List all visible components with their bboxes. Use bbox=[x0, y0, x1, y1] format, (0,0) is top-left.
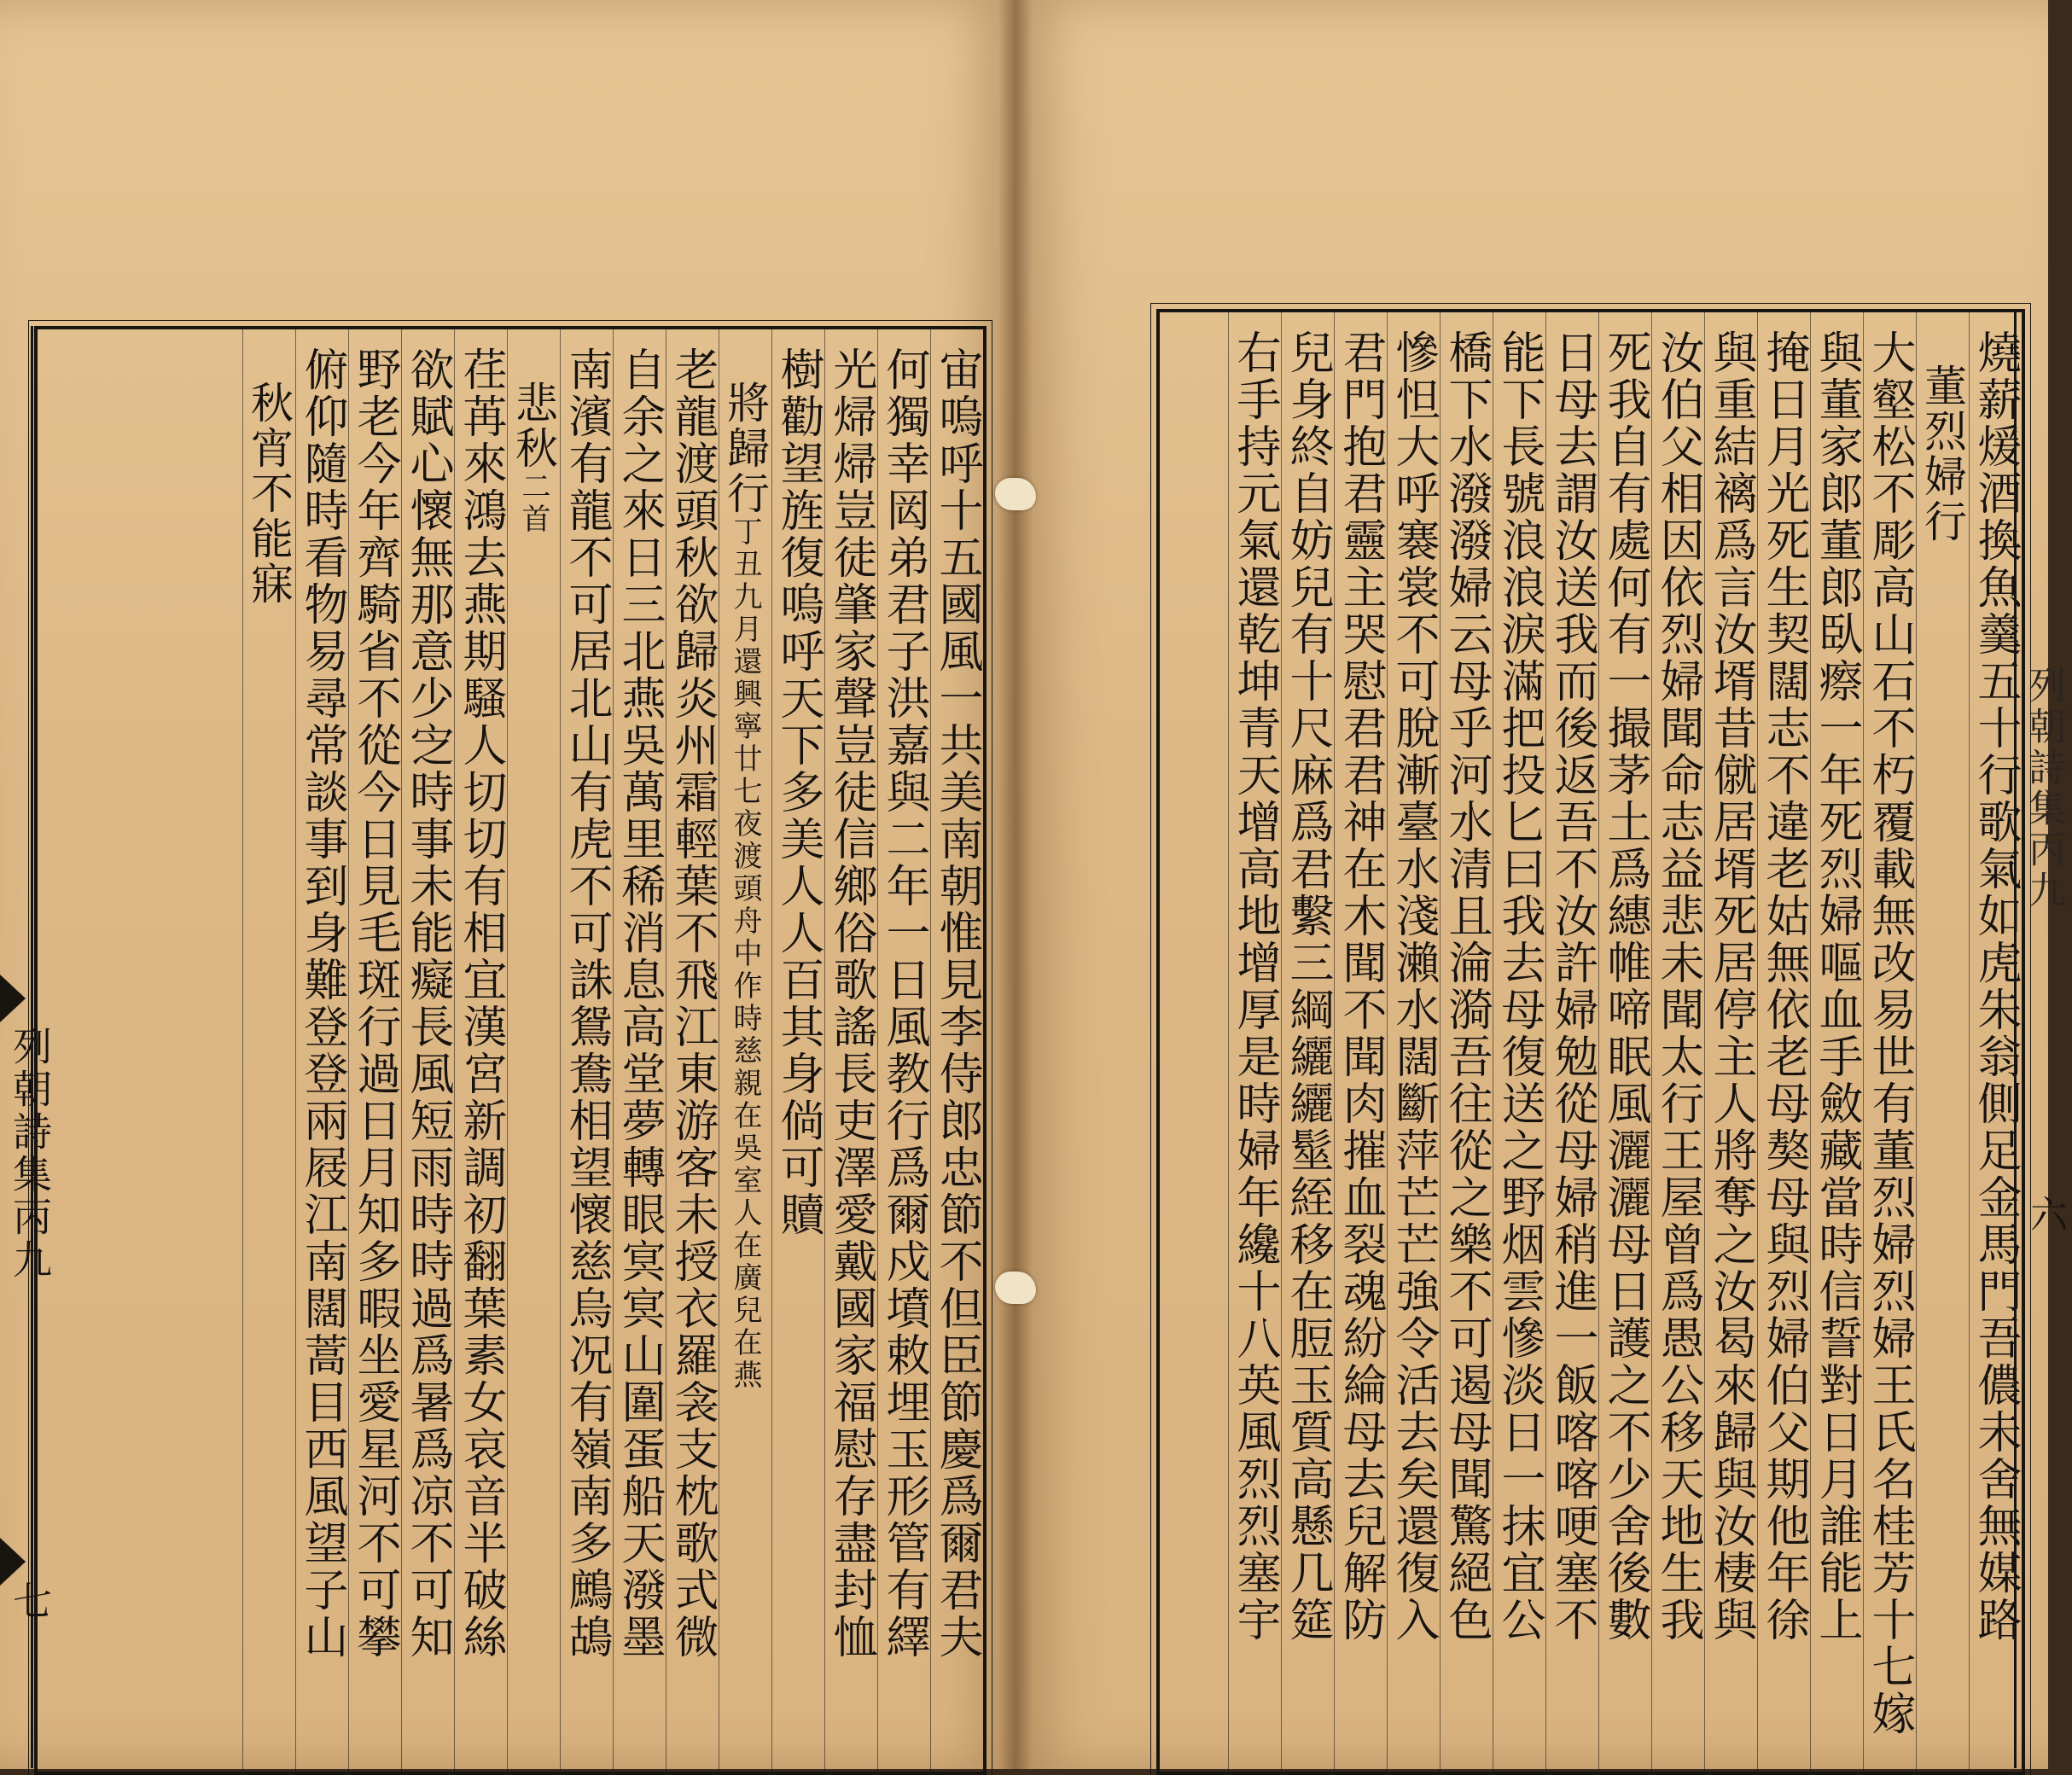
edge-page-number: 六 bbox=[2023, 1195, 2067, 1232]
binding-stitch-bottom bbox=[995, 1272, 1036, 1304]
poem-title: 悲秋 bbox=[509, 381, 558, 471]
text-column bbox=[877, 329, 930, 1772]
column-text: 君門抱君靈主哭慰君君神在木聞不聞肉摧血裂魂紛綸母去兒解防 bbox=[1335, 329, 1386, 1644]
text-column bbox=[1598, 312, 1651, 1772]
column-text: 與董家郎董郎臥瘵一年死烈婦嘔血手斂藏當時信誓對日月誰能上 bbox=[1811, 329, 1862, 1644]
right-text-columns bbox=[1228, 312, 2022, 1772]
poem-title: 將歸行 bbox=[720, 381, 770, 516]
column-text: 死我自有處何有一撮茅土爲繐帷啼眠風灑灑母日護之不少舍後數 bbox=[1599, 329, 1650, 1644]
column-text: 汝伯父相因依烈婦聞命志益悲未聞太行王屋曾爲愚公移天地生我 bbox=[1652, 329, 1703, 1644]
text-column bbox=[930, 329, 983, 1772]
column-text: 右手持元氣還乾坤青天增高地增厚是時婦年纔十八英風烈烈塞宇 bbox=[1229, 329, 1280, 1644]
left-page bbox=[0, 0, 1016, 1769]
column-text: 日母去謂汝送我而後返吾不汝許婦勉從母婦稍進一飯喀喀哽塞不 bbox=[1546, 329, 1598, 1644]
column-text: 樹勸望旌復嗚呼天下多美人人百其身倘可贖 bbox=[772, 346, 824, 1238]
column-text: 南濱有龍不可居北山有虎不可誅鴛鴦相望懷慈烏况有嶺南多鷓鴣 bbox=[561, 346, 612, 1661]
column-text: 老龍渡頭秋欲歸炎州霜輕葉不飛江東游客未授衣羅衾支枕歌式微 bbox=[666, 346, 718, 1661]
poem-note: 二首 bbox=[516, 471, 550, 536]
poem-title: 董烈婦行 bbox=[1918, 364, 1967, 544]
text-column bbox=[1651, 312, 1704, 1772]
text-column bbox=[560, 329, 613, 1772]
column-text: 野老今年齊騎省不從今日見毛斑行過日月知多暇坐愛星河不可攀 bbox=[349, 346, 400, 1661]
column-text: 大壑松不彫高山石不朽覆載無改易世有董烈婦烈婦王氏名桂芳十七嫁 bbox=[1864, 329, 1915, 1737]
fold-page-number: 七 bbox=[7, 1580, 53, 1620]
right-page bbox=[1016, 0, 2048, 1769]
fold-title: 列朝詩集丙九 bbox=[7, 1026, 53, 1282]
text-column bbox=[1334, 312, 1387, 1772]
column-text: 兒身終自妨兒有十尺麻爲君繫三綱纚纚髽絰移在脰玉質高懸几筵 bbox=[1282, 329, 1333, 1644]
text-column bbox=[454, 329, 507, 1772]
fold-column bbox=[0, 326, 53, 1768]
text-column bbox=[1545, 312, 1598, 1772]
text-column bbox=[295, 329, 348, 1772]
poem-title: 秋宵不能寐 bbox=[244, 381, 294, 607]
poem-note: 丁丑九月還興寧廿七夜渡頭舟中作時慈親在吳室人在廣兒在燕 bbox=[728, 516, 762, 1392]
poem-title-column bbox=[242, 329, 295, 1772]
column-text: 燒薪煖酒換魚羹五十行歌氣如虎朱翁側足金馬門吾儂未舍無媒路 bbox=[1970, 329, 2021, 1644]
text-column bbox=[771, 329, 824, 1772]
text-column bbox=[401, 329, 454, 1772]
column-text: 宙嗚呼十五國風一共美南朝惟見李侍郎忠節不但臣節慶爲爾君夫 bbox=[931, 346, 982, 1661]
text-column bbox=[1228, 312, 1281, 1772]
left-text-frame bbox=[34, 326, 987, 1775]
right-text-frame bbox=[1156, 309, 2025, 1775]
column-text: 何獨幸㒺弟君子洪嘉與二年一日風教行爲爾戍墳敕埋玉形管有繹 bbox=[878, 346, 929, 1661]
text-column bbox=[824, 329, 877, 1772]
fishtail-mark-top bbox=[0, 975, 26, 1022]
text-column bbox=[1440, 312, 1493, 1772]
column-text: 俯仰隨時看物易尋常談事到身難登登兩屐江南闊蒿目西風望子山 bbox=[296, 346, 347, 1661]
column-text: 掩日月光死生契闊志不違老姑無依老母獒母與烈婦伯父期他年徐 bbox=[1758, 329, 1809, 1644]
text-column bbox=[1387, 312, 1440, 1772]
text-column bbox=[1704, 312, 1757, 1772]
poem-title-column bbox=[1916, 312, 1969, 1772]
text-column bbox=[613, 329, 666, 1772]
binding-stitch-top bbox=[995, 478, 1036, 510]
text-column bbox=[348, 329, 401, 1772]
poem-title-column bbox=[719, 329, 771, 1772]
column-text: 橋下水潑潑婦云母乎河水清且淪漪吾往從之樂不可遏母聞驚絕色 bbox=[1441, 329, 1492, 1644]
poem-title-column bbox=[507, 329, 560, 1772]
column-text: 欲賦心懷無那意少㝎時事未能癡長風短雨時時過爲暑爲凉不可知 bbox=[402, 346, 453, 1661]
text-column bbox=[1810, 312, 1863, 1772]
column-text: 自余之來日三北燕吳萬里稀消息高堂夢轉眼㝠㝠山圍蛋船天潑墨 bbox=[614, 346, 665, 1661]
text-column bbox=[1757, 312, 1810, 1772]
text-column bbox=[1281, 312, 1334, 1772]
edge-title: 列朝詩集丙九 bbox=[2022, 666, 2065, 911]
column-text: 與重結褵爲言汝壻昔僦居壻死居停主人將奪之汝曷來歸與汝棲與 bbox=[1705, 329, 1756, 1644]
column-text: 荏苒來鴻去燕期騷人切切有相宜漢宮新調初翻葉素女哀音半破絲 bbox=[455, 346, 506, 1661]
text-column bbox=[1493, 312, 1545, 1772]
column-text: 慘怛大呼褰裳不可脫漸臺水淺瀨水闊斷萍芒芒強令活去矣還復入 bbox=[1388, 329, 1439, 1644]
book-gutter bbox=[998, 0, 1033, 1769]
column-text: 能下長號浪浪淚滿把投匕曰我去母復送之野烟雲慘淡日一抹宜公 bbox=[1493, 329, 1545, 1644]
fishtail-mark-bottom bbox=[0, 1538, 26, 1586]
text-column bbox=[666, 329, 719, 1772]
text-column bbox=[1863, 312, 1916, 1772]
left-text-columns bbox=[242, 329, 983, 1772]
column-text: 光㷌㷌豈徒肇家聲豈徒信鄉俗歌謠長吏澤愛戴國家福慰存盡封恤 bbox=[825, 346, 876, 1661]
right-edge-strip bbox=[2014, 309, 2051, 1768]
